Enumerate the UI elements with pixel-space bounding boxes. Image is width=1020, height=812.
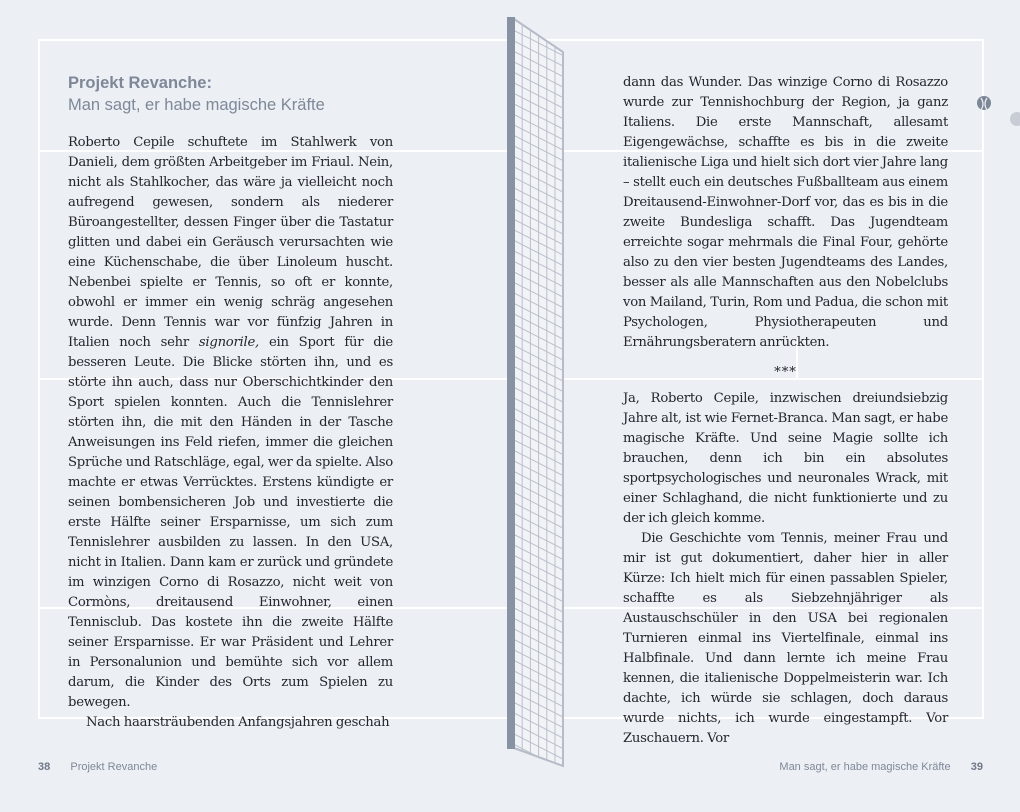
- running-head: Man sagt, er habe magische Kräfte: [779, 761, 951, 773]
- chapter-heading: [68, 72, 398, 116]
- section-separator: ***: [774, 365, 797, 380]
- right-footer: [779, 761, 983, 773]
- paragraph: Ja, Roberto Cepile, inzwischen dreiundsiebzig Jahre alt, ist wie Fernet-Branca. Man sagt, er habe magische Kräfte. Und seine Magie sollte ich brauchen, denn ich bin ein absolutes sportpsychologisches und neuronales Wrack, mit einer Schlaghand, die nicht funktionierte und zu der ich gleich komme.: [623, 391, 948, 526]
- italic-term: signorile,: [198, 335, 259, 350]
- left-text-column: [68, 133, 393, 733]
- chapter-title: Projekt Revanche:: [68, 74, 212, 92]
- paragraph: Nach haarsträubenden Anfangsjahren geschah: [86, 715, 390, 730]
- paragraph: Die Geschichte vom Tennis, meiner Frau und mir ist gut dokumentiert, daher hier in aller Kürze: Ich hielt mich für einen passablen Spieler, schaffte es als Siebzehnjähriger als Austauschschüler in den USA bei regionalen Turnieren einmal ins Viertelfinale, einmal ins Halbfinale. Und dann lernte ich meine Frau kennen, die italienische Doppelmeisterin war. Ich dachte, ich würde sie schlagen, doch daraus wurde nichts, ich wurde eingestampft. Vor Zuschauern. Vor: [623, 531, 948, 746]
- paragraph: Roberto Cepile schuftete im Stahlwerk von Danieli, dem größten Arbeitgeber im Friaul. Nein, nicht als Stahlkocher, das wäre ja vielleicht noch aufregend gewesen, sondern als niederer Büroangestellter, dessen Finger über die Tastatur glitten und dabei ein Geräusch verursachten wie eine Küchenschabe, die über Linoleum huscht. Nebenbei spielte er Tennis, so oft er konnte, obwohl er immer ein wenig schräg angesehen wurde. Denn Tennis war vor fünfzig Jahren in Italien noch sehr signorile, ein Sport für die besseren Leute. Die Blicke störten ihn, und es störte ihn auch, dass nur Oberschichtkinder den Sport spielen konnten. Auch die Tennislehrer störten ihn, die mit den Händen in der Tasche Anweisungen ins Feld riefen, immer die gleichen Sprüche und Ratschläge, egal, wer da spielte. Also machte er etwas Verrücktes. Erstens kündigte er seinen bombensicheren Job und investierte die erste Hälfte seiner Ersparnisse, um sich zum Tennislehrer ausbilden zu lassen. In den USA, nicht in Italien. Dann kam er zurück und gründete im winzigen Corno di Rosazzo, nicht weit von Cormòns, dreitausend Einwohner, einen Tennisclub. Das kostete ihn die zweite Hälfte seiner Ersparnisse. Er war Präsident und Lehrer in Personalunion und bemühte sich vor allem darum, die Kinder des Orts zum Spielen zu bewegen.: [68, 135, 393, 710]
- tennis-ball-icon: [977, 96, 991, 110]
- page-number: 38: [38, 761, 51, 773]
- left-footer: [38, 761, 157, 773]
- paragraph: dann das Wunder. Das winzige Corno di Rosazzo wurde zur Tennishochburg der Region, ja ganz Italiens. Die erste Mannschaft, allesamt Eigengewächse, schaffte es bis in die zweite italienische Liga und hielt sich dort vier Jahre lang – stellt euch ein deutsches Fußballteam aus einem Dreitausend-Einwohner-Dorf vor, das es bis in die zweite Bundesliga schafft. Das Jugendteam erreichte sogar mehrmals die Final Four, gehörte also zu den vier besten Jugendteams des Landes, besser als alle Mannschaften aus den Nobelclubs von Mailand, Turin, Rom und Padua, die schon mit Psychologen, Physiotherapeuten und Ernährungsberatern anrückten.: [623, 75, 948, 350]
- tennis-ball-icon: [1010, 112, 1020, 126]
- chapter-subtitle: Man sagt, er habe magische Kräfte: [68, 96, 325, 114]
- page-number: 39: [970, 761, 983, 773]
- right-text-column: [623, 73, 948, 749]
- running-head: Projekt Revanche: [70, 761, 158, 773]
